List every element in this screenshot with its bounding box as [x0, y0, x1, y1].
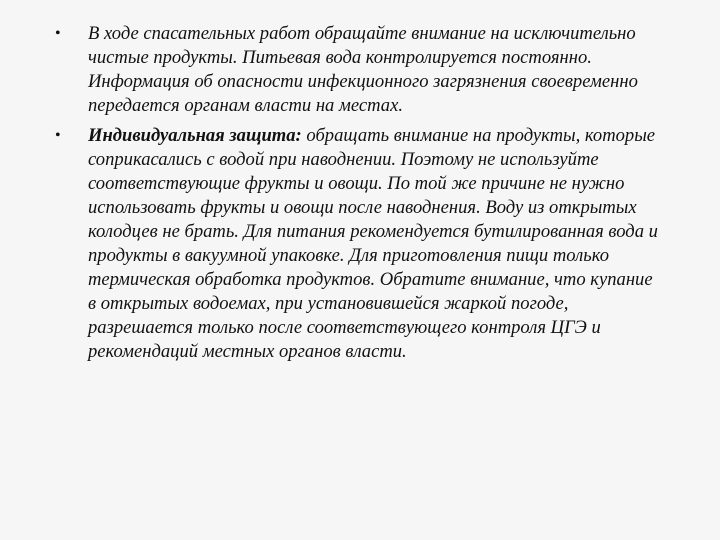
- bullet-item-individual-protection: [55, 124, 660, 364]
- bullet-text: В ходе спасательных работ обращайте внимание на исключительно чистые продукты. Питьевая вода контролируется постоянно. Информация об опасности инфекционного загрязнения своевременно передается органам власти на местах.: [88, 23, 638, 116]
- bullet-lead-heading: Индивидуальная защита:: [88, 125, 302, 146]
- bullet-item-rescue-work: [55, 22, 660, 118]
- bullet-text: обращать внимание на продукты, которые соприкасались с водой при наводнении. Поэтому не используйте соответствующие фрукты и овощи. По той же причине не нужно использовать фрукты и овощи после наводнения. Воду из открытых колодцев не брать. Для питания рекомендуется бутилированная вода и продукты в вакуумной упаковке. Для приготовления пищи только термическая обработка продуктов. Обратите внимание, что купание в открытых водоемах, при установившейся жаркой погоде, разрешается только после соответствующего контроля ЦГЭ и рекомендаций местных органов власти.: [88, 125, 658, 362]
- bullet-dot-icon: •: [55, 127, 61, 144]
- bullet-dot-icon: •: [55, 25, 61, 42]
- bullet-list: [55, 22, 660, 370]
